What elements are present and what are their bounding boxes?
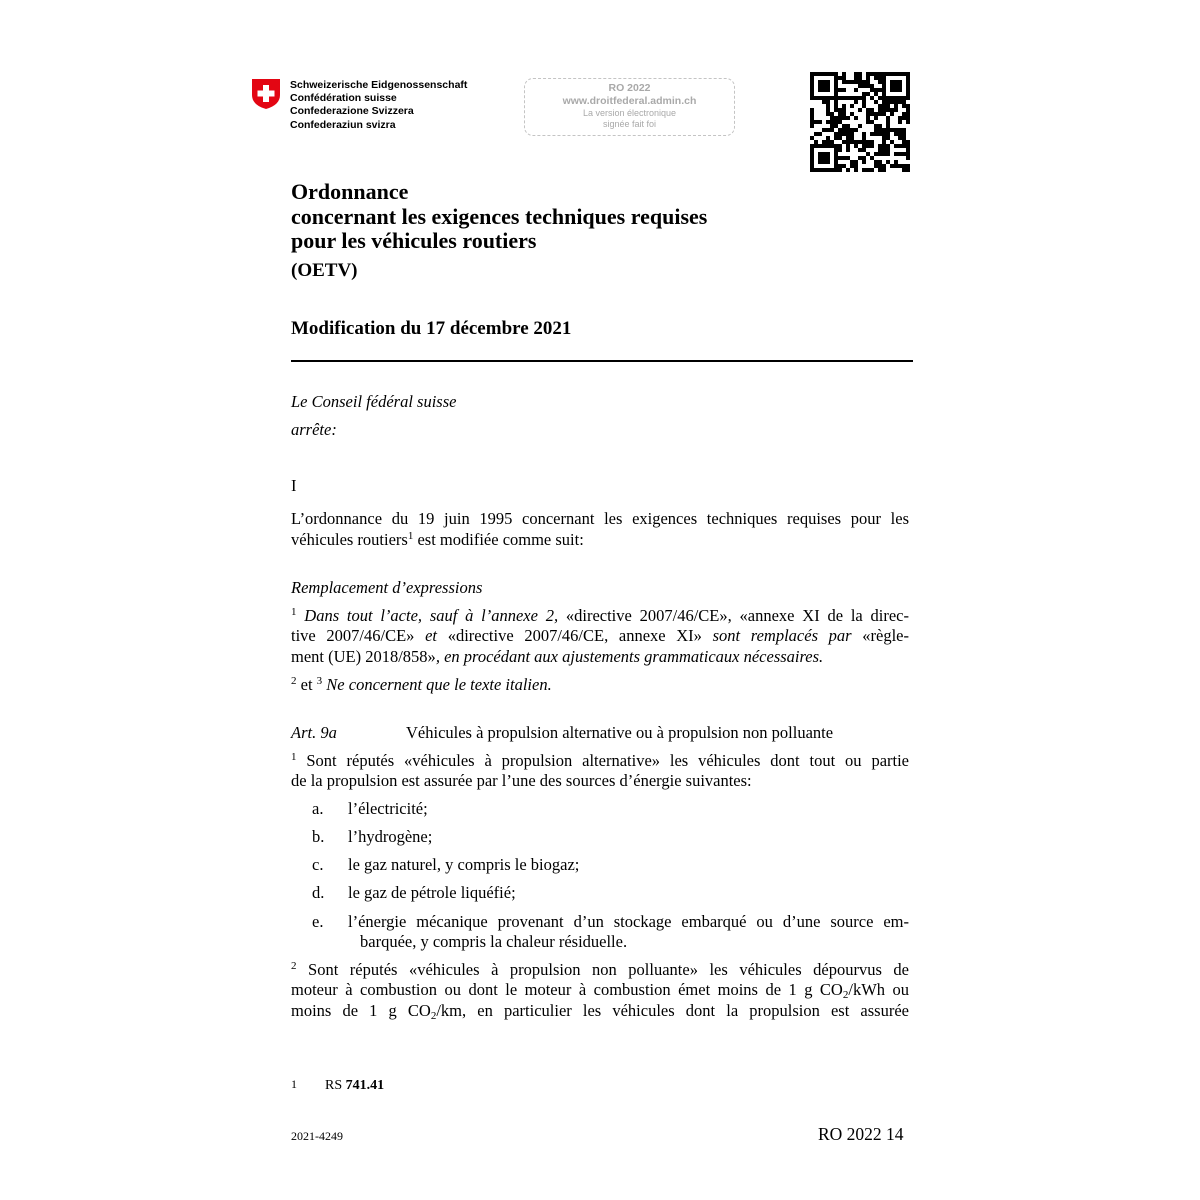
replacement-p2-p3 xyxy=(291,675,552,696)
swiss-cross-logo xyxy=(251,78,281,110)
text-italic: et xyxy=(414,626,448,645)
text-italic: Ne concernent que le texte italien. xyxy=(322,675,552,694)
text-roman: ment (UE) 2018/858» xyxy=(291,647,436,666)
preamble-authority: Le Conseil fédéral suisse xyxy=(291,392,457,411)
list-item-letter: e. xyxy=(312,912,324,931)
paragraph-number: 1 xyxy=(291,751,297,763)
preamble-decrees: arrête: xyxy=(291,420,337,439)
list-item-text: l’énergie mécanique provenant d’un stockage embarqué ou d’une source em- xyxy=(348,912,909,931)
text-roman: Sont réputés «véhicules à propulsion alternative» les véhicules dont tout ou partie xyxy=(296,751,909,770)
ro-reference: RO 2022 14 xyxy=(818,1124,904,1144)
list-item-text-continued: barquée, y compris la chaleur résiduelle. xyxy=(360,932,628,951)
replacement-heading: Remplacement d’expressions xyxy=(291,578,483,597)
stamp-note-1: La version électronique xyxy=(582,108,677,118)
text-italic: Dans tout l’acte, sauf à l’annexe 2, xyxy=(296,606,559,625)
text-italic: , en procédant aux ajustements grammaticaux nécessaires. xyxy=(435,647,824,666)
text-roman: Sont réputés «véhicules à propulsion non polluante» les véhicules dépourvus de xyxy=(296,960,909,979)
paragraph-number: 3 xyxy=(316,675,323,687)
paragraph-number: 2 xyxy=(291,960,297,972)
intro-text-a: véhicules routiers xyxy=(291,530,408,549)
text-italic: sont remplacés par xyxy=(701,626,863,645)
text-roman: /kWh ou xyxy=(848,980,909,999)
stamp-note-2: signée fait foi xyxy=(602,119,657,129)
title-line-1: Ordonnance xyxy=(291,179,409,204)
intro-text-b: est modifiée comme suit: xyxy=(413,530,584,549)
article-title: Véhicules à propulsion alternative ou à propulsion non polluante xyxy=(406,723,834,742)
title-line-2: concernant les exigences techniques requises xyxy=(291,203,708,229)
text-roman: «directive 2007/46/CE», «annexe XI de la direc- xyxy=(558,606,909,625)
section-number: I xyxy=(291,476,297,495)
title-abbreviation: (OETV) xyxy=(291,260,358,281)
article-p2-line-2 xyxy=(291,980,909,1001)
list-item-letter: a. xyxy=(312,799,324,818)
modification-date: Modification du 17 décembre 2021 xyxy=(291,318,572,339)
list-item-text: le gaz naturel, y compris le biogaz; xyxy=(348,855,580,874)
stamp-ro: RO 2022 xyxy=(608,82,651,94)
article-p2-line-3 xyxy=(291,1001,909,1022)
qr-code-icon xyxy=(810,72,910,172)
stamp-url: www.droitfederal.admin.ch xyxy=(562,95,697,107)
subscript: 2 xyxy=(430,1010,437,1022)
confederation-names xyxy=(290,79,467,132)
list-item-text: le gaz de pétrole liquéfié; xyxy=(348,883,516,902)
document-title xyxy=(291,180,707,254)
replacement-p1-line-3 xyxy=(291,647,823,668)
article-p1-line-1 xyxy=(291,751,909,772)
replacement-p1-line-2 xyxy=(291,626,909,647)
footnote-text xyxy=(325,1078,384,1094)
text-roman: moteur à combustion ou dont le moteur à combustion émet moins de 1 g CO xyxy=(291,980,843,999)
footnote-number: 1 xyxy=(291,1077,297,1091)
intro-line-2 xyxy=(291,530,584,551)
text-roman: tive 2007/46/CE» xyxy=(291,626,415,645)
paragraph-number: 1 xyxy=(291,606,297,618)
article-p2-line-1 xyxy=(291,960,909,981)
document-number: 2021-4249 xyxy=(291,1129,343,1143)
intro-line-1: L’ordonnance du 19 juin 1995 concernant les exigences techniques requises pour les xyxy=(291,509,909,528)
paragraph-number: 2 xyxy=(291,675,297,687)
text-roman: /km, en particulier les véhicules dont la propulsion est assurée xyxy=(436,1001,909,1020)
list-item-letter: d. xyxy=(312,883,325,902)
list-item-letter: c. xyxy=(312,855,324,874)
confederation-name-fr: Confédération suisse xyxy=(290,92,397,105)
confederation-name-rm: Confederaziun svizra xyxy=(290,118,396,131)
confederation-name-de: Schweizerische Eidgenossenschaft xyxy=(290,79,468,91)
text-roman: «directive 2007/46/CE, annexe XI» xyxy=(447,626,702,645)
text-roman: «règle- xyxy=(862,626,909,645)
list-item-letter: b. xyxy=(312,827,325,846)
footnote-ref: 1 xyxy=(407,530,414,542)
list-item-text: l’électricité; xyxy=(348,799,428,818)
article-number: Art. 9a xyxy=(291,723,337,742)
replacement-p1-line-1 xyxy=(291,606,909,627)
footnote-prefix: RS xyxy=(325,1078,346,1093)
article-p1-line-2: de la propulsion est assurée par l’une des sources d’énergie suivantes: xyxy=(291,771,752,790)
text-roman: moins de 1 g CO xyxy=(291,1001,431,1020)
footnote-reference: 741.41 xyxy=(345,1078,385,1093)
title-line-3: pour les véhicules routiers xyxy=(291,228,537,253)
confederation-name-it: Confederazione Svizzera xyxy=(290,105,414,118)
subscript: 2 xyxy=(842,989,849,1001)
list-item-text: l’hydrogène; xyxy=(348,827,433,846)
official-publication-stamp xyxy=(524,78,735,136)
title-divider xyxy=(291,360,913,362)
text-roman: et xyxy=(296,675,317,694)
